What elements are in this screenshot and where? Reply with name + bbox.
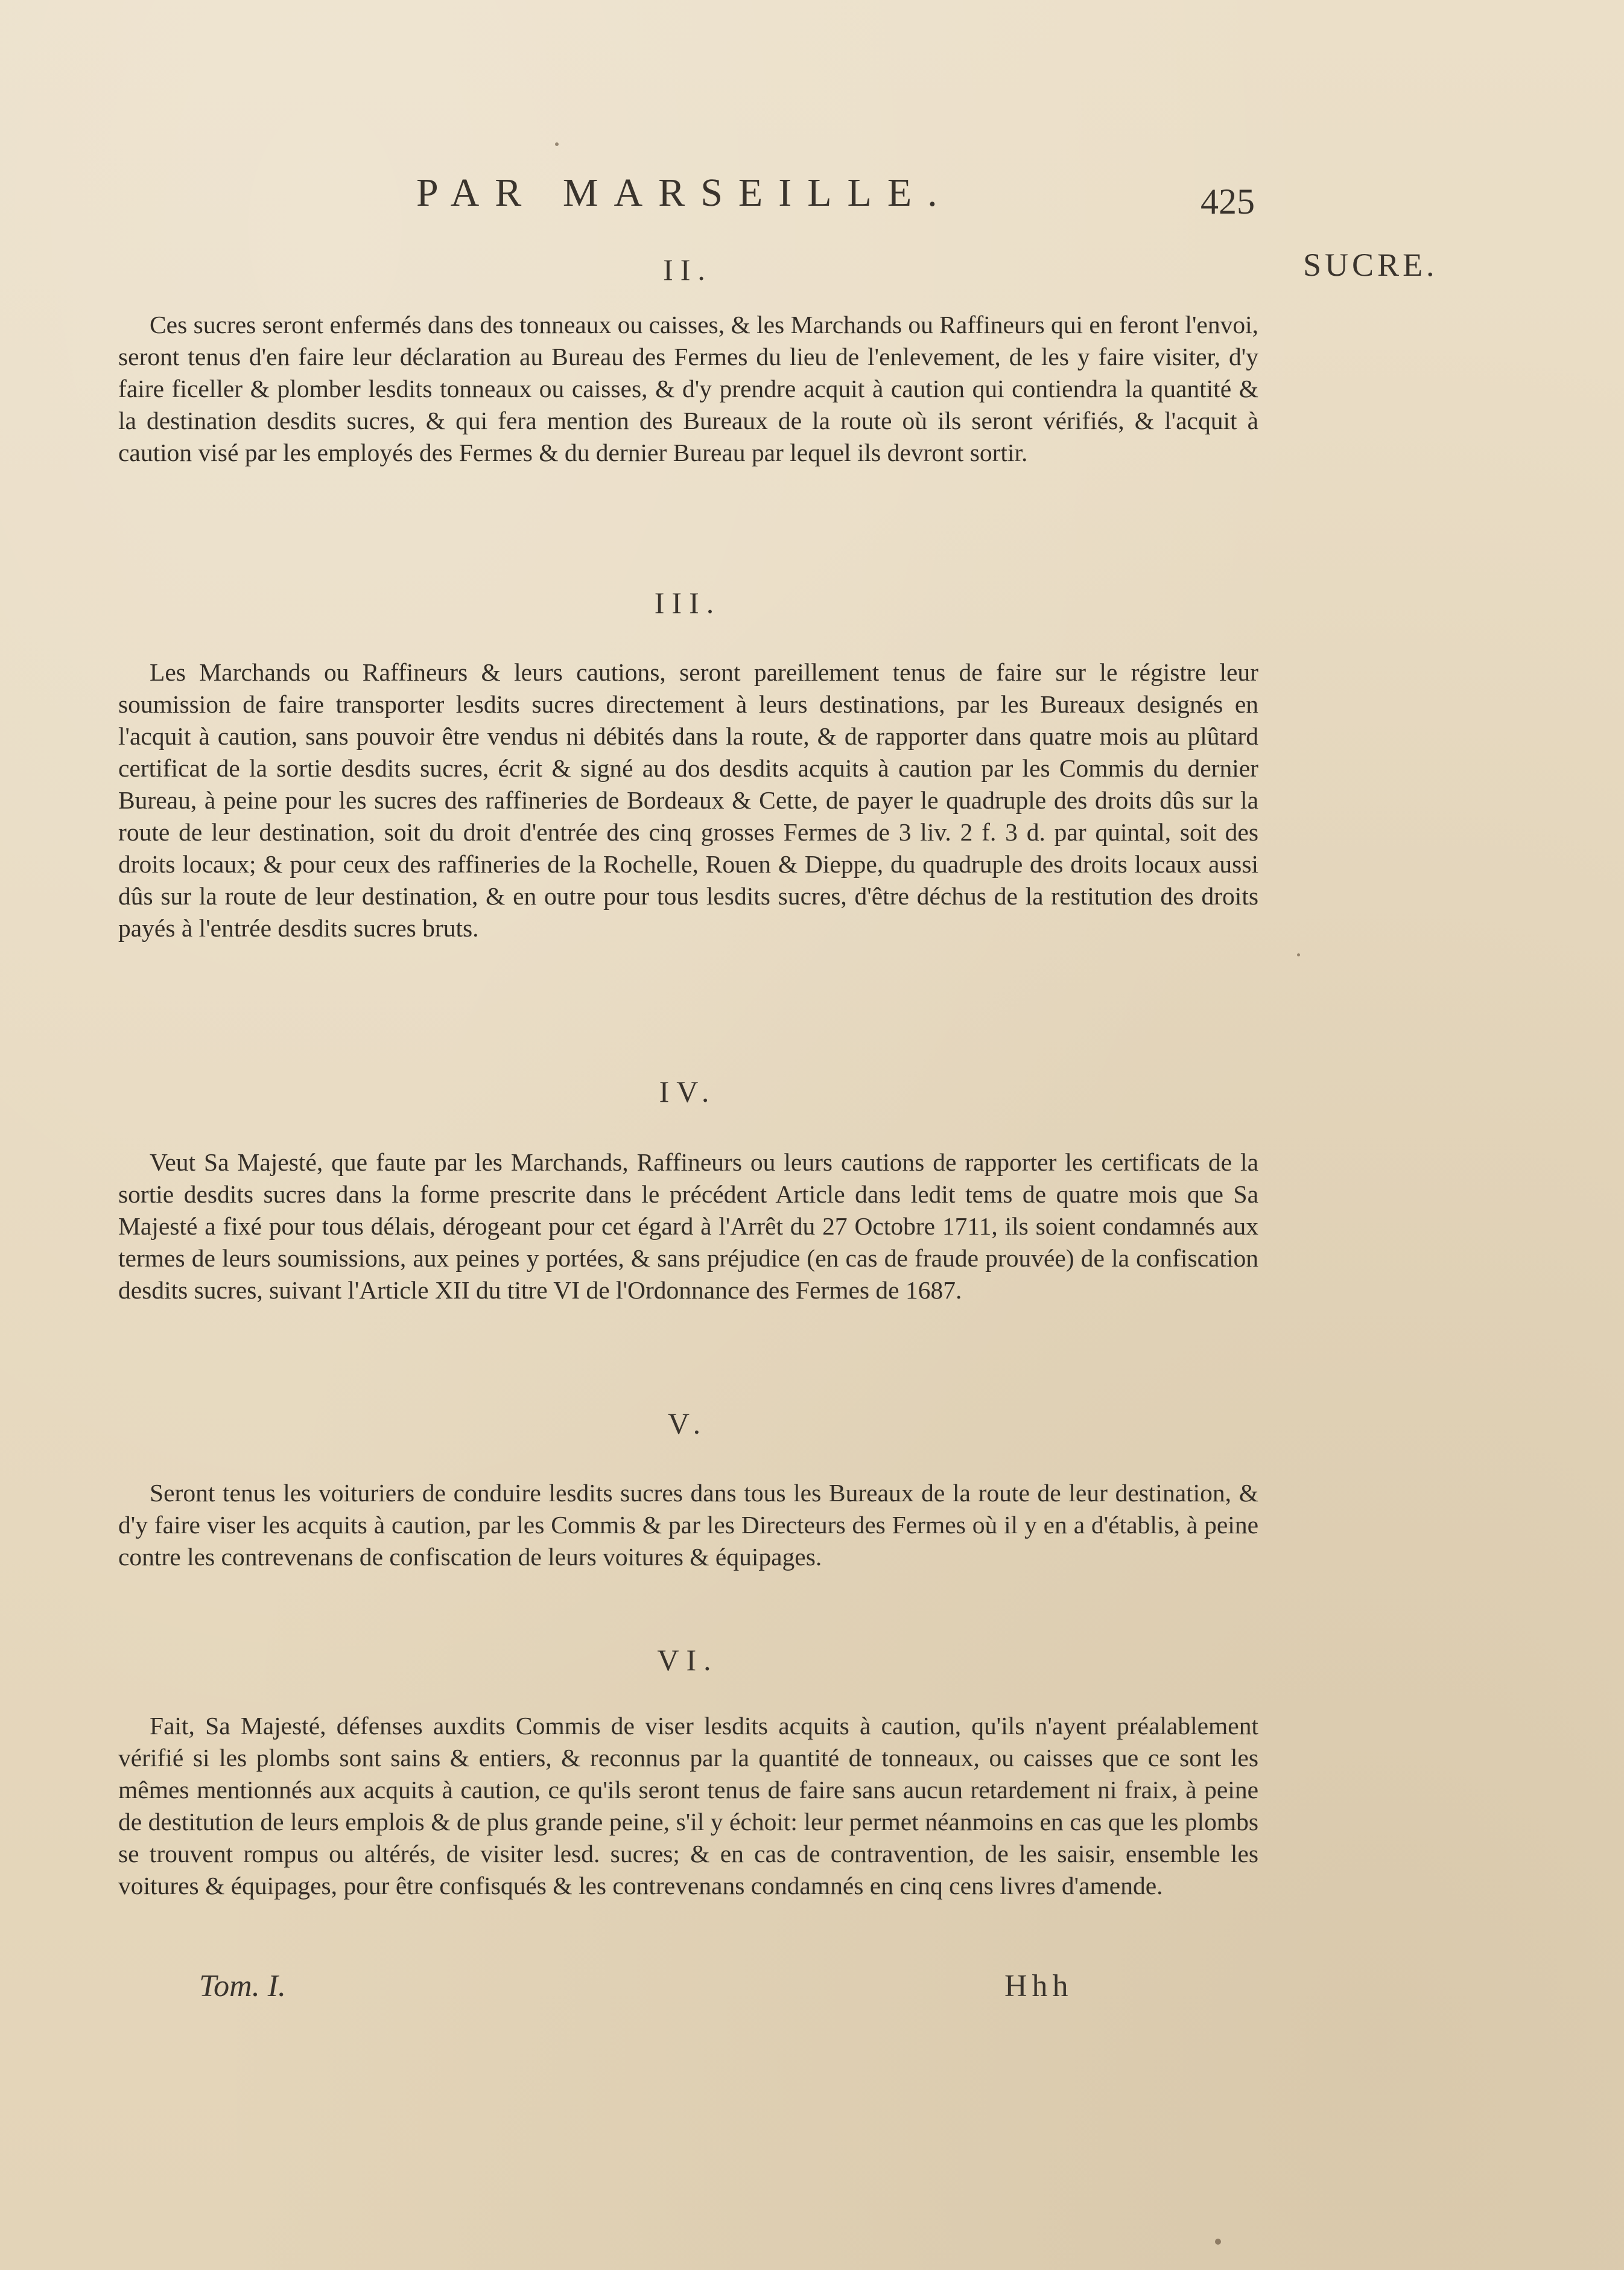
article-paragraph-vi: Fait, Sa Majesté, défenses auxdits Commis de viser lesdits acquits à caution, qu'ils n'ayent préalablement vérifié si les plombs sont sains & entiers, & reconnus par la quantité de tonneaux, ou caisses que ce sont les mêmes mentionnés aux acquits à caution, ce qu'ils seront tenus de faire sans aucun retardement ni fraix, à peine de destitution de leurs emplois & de plus grande peine, s'il y échoit: leur permet néanmoins en cas que les plombs se trouvent rompus ou altérés, de visiter lesd. sucres; & en cas de contravention, de les saisir, ensemble les voitures & équipages, pour être confisqués & les contrevenans condamnés en cinq cens livres d'amende. <box>118 1712 1258 1900</box>
paper-speck <box>1297 953 1300 956</box>
article-paragraph-iv: Veut Sa Majesté, que faute par les Marchands, Raffineurs ou leurs cautions de rapporter les certificats de la sortie desdits sucres dans la forme prescrite dans le précédent Article dans ledit tems de quatre mois que Sa Majesté a fixé pour tous délais, dérogeant pour cet égard à l'Arrêt du 27 Octobre 1711, ils soient condamnés aux termes de leurs soumissions, aux peines y portées, & sans préjudice (en cas de fraude prouvée) de la confiscation desdits sucres, suivant l'Article XII du titre VI de l'Ordonnance des Fermes de 1687. <box>118 1148 1258 1304</box>
paper-speck <box>1215 2239 1221 2245</box>
running-title: PAR MARSEILLE. <box>416 171 953 215</box>
section-heading-vi: VI. <box>657 1643 718 1677</box>
article-paragraph-v: Seront tenus les voituriers de conduire lesdits sucres dans tous les Bureaux de la route de leur destination, & d'y faire viser les acquits à caution, par les Commis & par les Directeurs des Fermes où il y en a d'établis, à peine contre les contrevenans de confiscation de leurs voitures & équipages. <box>118 1479 1258 1571</box>
page-number: 425 <box>1201 182 1255 221</box>
signature-mark: Hhh <box>1004 1969 1073 2003</box>
article-paragraph-iii: Les Marchands ou Raffineurs & leurs cautions, seront pareillement tenus de faire sur le régistre leur soumission de faire transporter lesdits sucres directement à leurs destinations, par les Bureaux designés en l'acquit à caution, sans pouvoir être vendus ni débités dans la route, & de rapporter dans quatre mois au plûtard certificat de la sortie desdits sucres, écrit & signé au dos desdits acquits à caution par les Commis du dernier Bureau, à peine pour les sucres des raffineries de Bordeaux & Cette, de payer le quadruple des droits dûs sur la route de leur destination, soit du droit d'entrée des cinq grosses Fermes de 3 liv. 2 f. 3 d. par quintal, soit des droits locaux; & pour ceux des raffineries de la Rochelle, Rouen & Dieppe, du quadruple des droits locaux aussi dûs sur la route de leur destination, & en outre pour tous lesdits sucres, d'être déchus de la restitution des droits payés à l'entrée desdits sucres bruts. <box>118 658 1258 942</box>
paper-speck <box>555 142 559 146</box>
article-paragraph-ii: Ces sucres seront enfermés dans des tonneaux ou caisses, & les Marchands ou Raffineurs qui en feront l'envoi, seront tenus d'en faire leur déclaration au Bureau des Fermes du lieu de l'enlevement, de les y faire visiter, d'y faire ficeller & plomber lesdits tonneaux ou caisses, & d'y prendre acquit à caution qui contiendra la quantité & la destination desdits sucres, & qui fera mention des Bureaux de la route où ils seront vérifiés, & l'acquit à caution visé par les employés des Fermes & du dernier Bureau par lequel ils devront sortir. <box>118 311 1258 466</box>
margin-note: SUCRE. <box>1303 247 1438 283</box>
section-heading-iii: III. <box>654 586 722 620</box>
volume-label: Tom. I. <box>199 1969 287 2003</box>
section-heading-ii: II. <box>663 253 712 287</box>
section-heading-iv: IV. <box>659 1075 717 1108</box>
section-heading-v: V. <box>667 1407 708 1440</box>
